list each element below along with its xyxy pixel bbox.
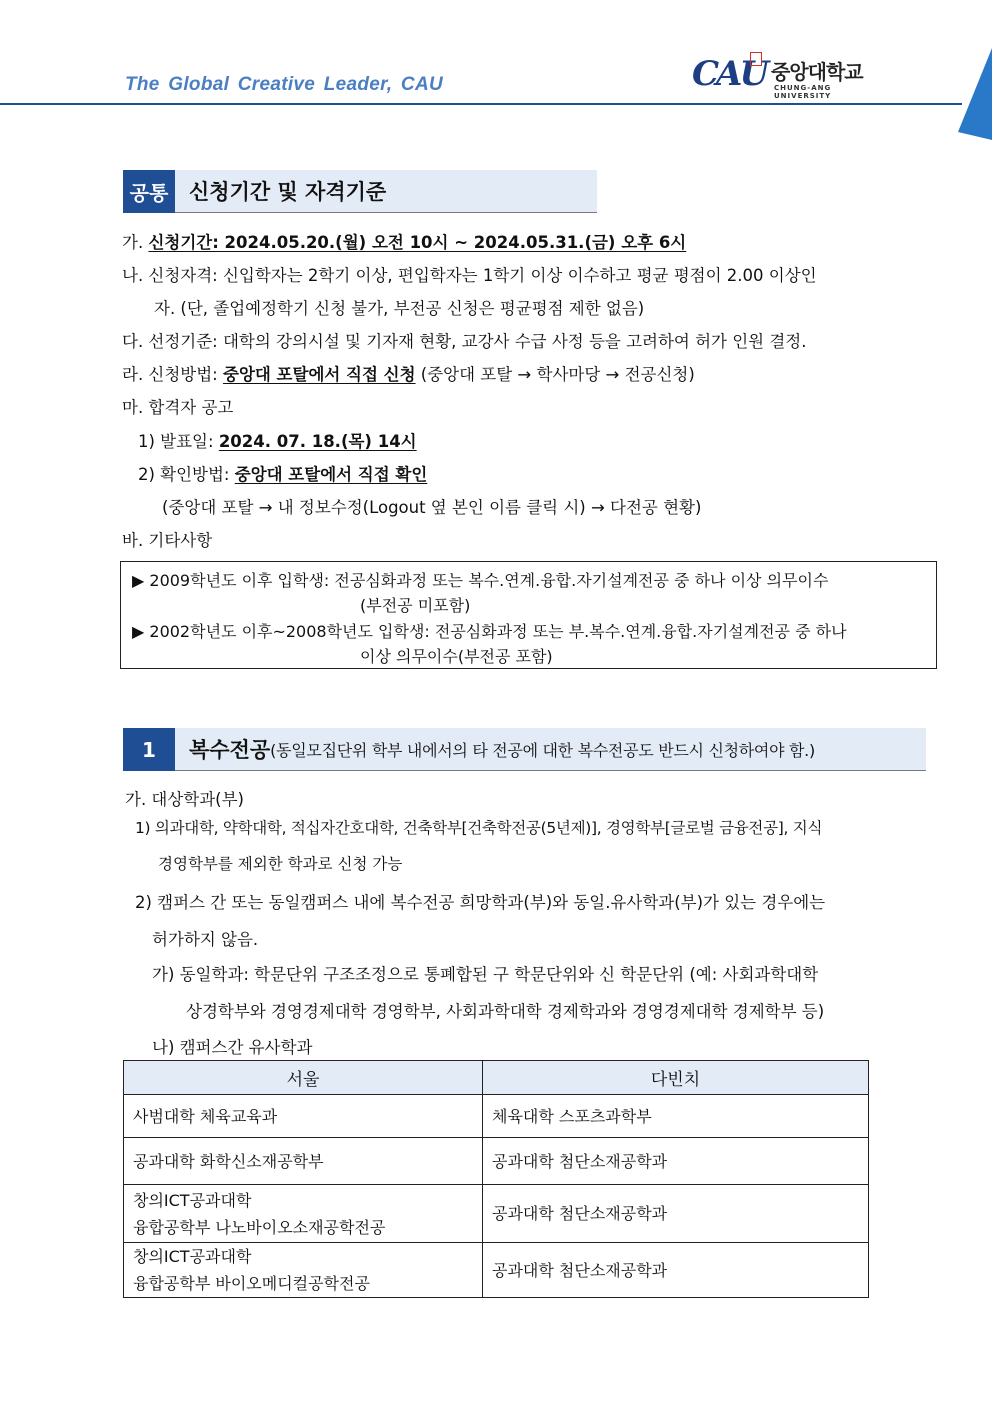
corner-triangle-icon [958,48,992,140]
header-rule [0,103,962,105]
table-cell: 사범대학 체육교육과 [124,1095,483,1138]
same-dept-line-2: 상경학부와 경영경제대학 경영학부, 사회과학대학 경제학과와 경영경제대학 경제학부 등) [186,1002,825,1021]
similar-dept-line: 나) 캠퍼스간 유사학과 [152,1038,313,1057]
table-row [124,1095,869,1138]
method-line [122,361,695,385]
announcement-date-bold: 2024. 07. 18.(목) 14시 [218,432,417,451]
confirm-method-prefix: 2) 확인방법: [138,465,235,484]
confirm-method-line [138,461,427,485]
table-row [124,1138,869,1185]
announcement-line: 마. 합격자 공고 [122,398,234,417]
section-1-heading [123,728,926,771]
method-prefix: 라. 신청방법: [122,365,223,384]
confirm-method-bold: 중앙대 포탈에서 직접 확인 [234,465,428,484]
section-common-band [175,170,597,213]
logo-name-kr: 중앙대학교 [771,60,863,84]
table-cell: 공과대학 첨단소재공학과 [483,1185,869,1243]
section-1-number: 1 [123,728,175,771]
target-dept-line: 가. 대상학과(부) [125,790,244,809]
item1-line-1: 1) 의과대학, 약학대학, 적십자간호대학, 건축학부[건축학전공(5년제)], 경영학부[글로벌 금융전공], 지식 [135,819,823,837]
section-1-title: 복수전공 [189,738,271,762]
table-header-davinci: 다빈치 [483,1061,869,1095]
table-row [124,1243,869,1298]
period-text: 신청기간: 2024.05.20.(월) 오전 10시 ~ 2024.05.31.(금) 오후 6시 [148,233,687,252]
table-cell: 창의ICT공과대학 융합공학부 바이오메디컬공학전공 [124,1243,483,1298]
same-dept-line-1: 가) 동일학과: 학문단위 구조조정으로 통폐합된 구 학문단위와 신 학문단위 (예: 사회과학대학 [152,965,819,984]
confirm-method-detail: (중앙대 포탈 → 내 정보수정(Logout 옆 본인 이름 클릭 시) → 다전공 현황) [162,498,702,517]
announcement-date-line [138,428,417,452]
table-row [124,1185,869,1243]
logo-seal-icon [750,52,762,66]
method-bold: 중앙대 포탈에서 직접 신청 [223,365,416,384]
table-header-row [124,1061,869,1095]
notice-line-2: (부전공 미포함) [360,596,471,615]
campus-similar-dept-table [123,1060,869,1298]
criteria-line: 다. 선정기준: 대학의 강의시설 및 기자재 현황, 교강사 수급 사정 등을 고려하여 허가 인원 결정. [122,332,807,351]
notice-line-4: 이상 의무이수(부전공 포함) [360,647,553,666]
item2-line-2: 허가하지 않음. [152,930,259,949]
logo-name-en: CHUNG-ANG UNIVERSITY [774,84,832,100]
period-prefix: 가. [122,233,149,252]
section-1-subtitle: (동일모집단위 학부 내에서의 타 전공에 대한 복수전공도 반드시 신청하여야 함.) [270,740,815,760]
table-cell: 공과대학 첨단소재공학과 [483,1243,869,1298]
table-header-seoul: 서울 [124,1061,483,1095]
table-cell: 체육대학 스포츠과학부 [483,1095,869,1138]
section-common-title: 신청기간 및 자격기준 [189,180,387,204]
eligibility-line-1: 나. 신청자격: 신입학자는 2학기 이상, 편입학자는 1학기 이상 이수하고 평균 평점이 2.00 이상인 [122,266,817,285]
section-common-heading [123,170,597,213]
notice-line-3: ▶ 2002학년도 이후~2008학년도 입학생: 전공심화과정 또는 부.복수.연계.융합.자기설계전공 중 하나 [132,622,847,641]
other-notes-line: 바. 기타사항 [122,531,213,550]
logo-mark: CAU [692,54,767,94]
section-common-badge: 공통 [123,170,175,213]
item1-line-2: 경영학부를 제외한 학과로 신청 가능 [158,855,403,873]
announcement-date-prefix: 1) 발표일: [138,432,219,451]
header-slogan: The Global Creative Leader, CAU [125,74,443,95]
notice-line-1: ▶ 2009학년도 이후 입학생: 전공심화과정 또는 복수.연계.융합.자기설계전공 중 하나 이상 의무이수 [132,571,829,590]
header-logo [692,52,882,98]
notice-box [120,561,937,669]
section-1-band [175,728,926,771]
item2-line-1: 2) 캠퍼스 간 또는 동일캠퍼스 내에 복수전공 희망학과(부)와 동일.유사학과(부)가 있는 경우에는 [135,893,826,912]
eligibility-line-2: 자. (단, 졸업예정학기 신청 불가, 부전공 신청은 평균평점 제한 없음) [154,299,645,318]
table-cell: 공과대학 화학신소재공학부 [124,1138,483,1185]
table-cell: 창의ICT공과대학 융합공학부 나노바이오소재공학전공 [124,1185,483,1243]
method-rest: (중앙대 포탈 → 학사마당 → 전공신청) [415,365,695,384]
period-line [122,229,686,253]
table-cell: 공과대학 첨단소재공학과 [483,1138,869,1185]
